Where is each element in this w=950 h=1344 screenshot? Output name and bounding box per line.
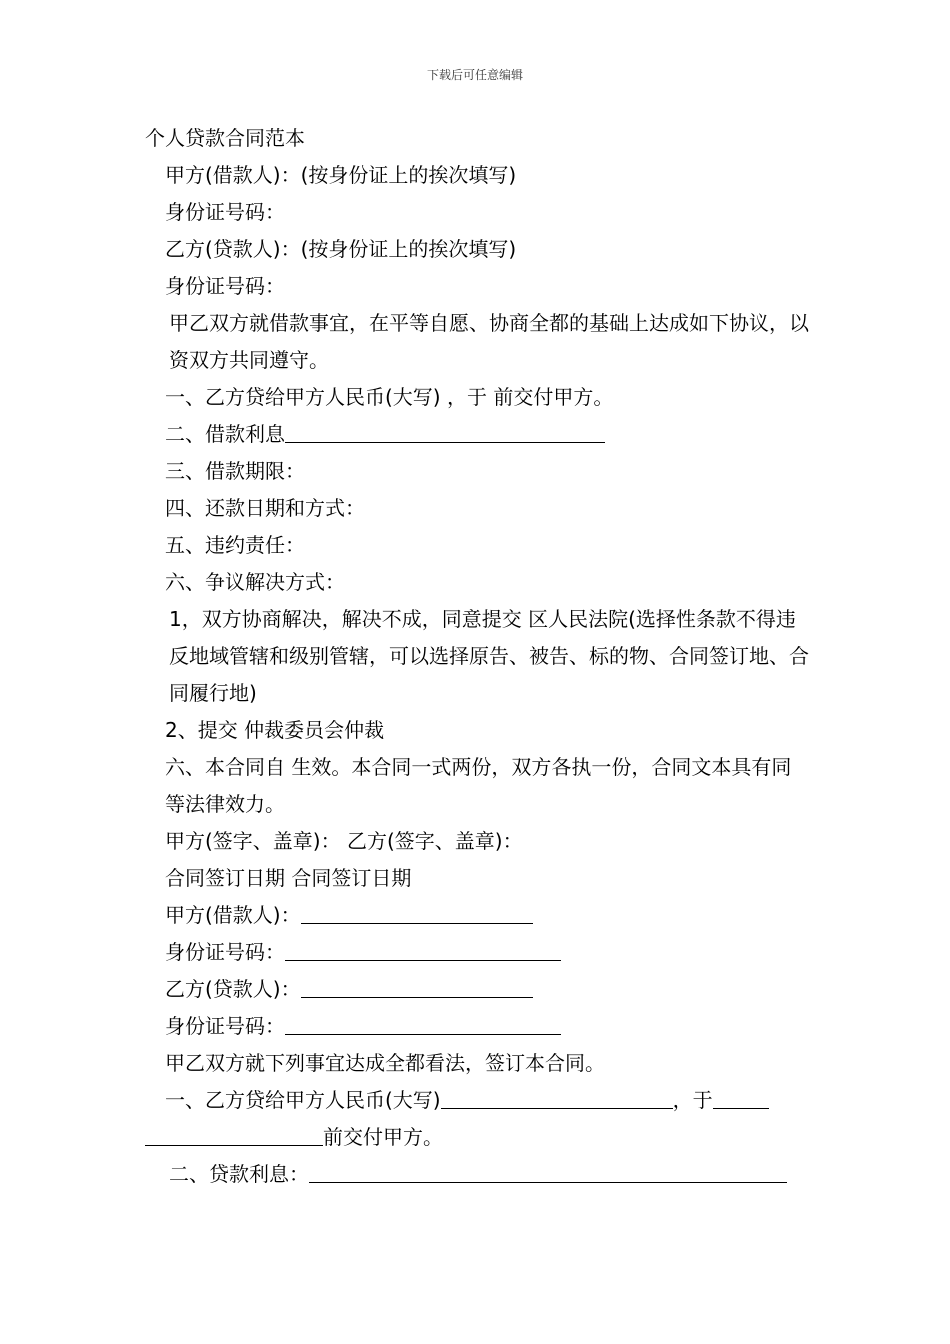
id-b-fill-line xyxy=(145,1008,810,1045)
blank-line xyxy=(285,1013,561,1035)
party-a-fill-label: 甲方(借款人)： xyxy=(165,903,301,927)
clause-2-label: 二、借款利息 xyxy=(165,422,285,446)
second-clause-1-part-a: 一、乙方贷给甲方人民币(大写) xyxy=(165,1088,441,1112)
id-b-fill-label: 身份证号码： xyxy=(165,1014,285,1038)
clause-4: 四、还款日期和方式： xyxy=(165,496,365,520)
intro-paragraph: 甲乙双方就借款事宜，在平等自愿、协商全都的基础上达成如下协议，以资双方共同遵守。 xyxy=(169,311,809,372)
dispute-option-2: 2、提交 仲裁委员会仲裁 xyxy=(165,718,385,742)
second-clause-2-label: 二、贷款利息： xyxy=(169,1162,309,1186)
party-a-header: 甲方(借款人)：(按身份证上的挨次填写) xyxy=(165,163,517,187)
clause-6: 六、争议解决方式： xyxy=(165,570,345,594)
second-clause-2 xyxy=(145,1156,810,1193)
id-number-label-1: 身份证号码： xyxy=(165,200,285,224)
party-b-header: 乙方(贷款人)：(按身份证上的挨次填写) xyxy=(165,237,517,261)
clause-1: 一、乙方贷给甲方人民币(大写) ，于 前交付甲方。 xyxy=(165,385,614,409)
second-clause-1 xyxy=(145,1082,810,1119)
blank-line xyxy=(301,902,533,924)
second-clause-1-cont xyxy=(145,1119,810,1156)
id-a-fill-line xyxy=(145,934,810,971)
clause-5: 五、违约责任： xyxy=(165,533,305,557)
effect-paragraph: 六、本合同自 生效。本合同一式两份，双方各执一份，合同文本具有同等法律效力。 xyxy=(165,755,792,816)
party-a-fill-line xyxy=(145,897,810,934)
dispute-option-1: 1，双方协商解决，解决不成，同意提交 区人民法院(选择性条款不得违反地域管辖和级别管辖，可以选择原告、被告、标的物、合同签订地、合同履行地) xyxy=(169,607,809,705)
blank-line xyxy=(309,1161,787,1183)
blank-line xyxy=(441,1087,673,1109)
second-clause-1-part-c: 前交付甲方。 xyxy=(323,1125,443,1149)
party-b-fill-label: 乙方(贷款人)： xyxy=(165,977,301,1001)
blank-line xyxy=(285,939,561,961)
clause-3: 三、借款期限： xyxy=(165,459,305,483)
clause-2 xyxy=(145,416,810,453)
signature-line: 甲方(签字、盖章)： 乙方(签字、盖章)： xyxy=(165,829,523,853)
second-intro: 甲乙双方就下列事宜达成全都看法，签订本合同。 xyxy=(165,1051,605,1075)
party-b-fill-line xyxy=(145,971,810,1008)
id-number-label-2: 身份证号码： xyxy=(165,274,285,298)
document-title: 个人贷款合同范本 xyxy=(145,126,305,150)
contract-document xyxy=(145,120,810,1193)
page-header-note: 下载后可任意编辑 xyxy=(426,68,523,82)
second-clause-1-part-b: ，于 xyxy=(672,1088,713,1112)
blank-line xyxy=(301,976,533,998)
sign-date-line: 合同签订日期 合同签订日期 xyxy=(165,866,412,890)
id-a-fill-label: 身份证号码： xyxy=(165,940,285,964)
blank-line xyxy=(145,1124,323,1146)
blank-line xyxy=(713,1087,769,1109)
blank-line xyxy=(285,421,605,443)
